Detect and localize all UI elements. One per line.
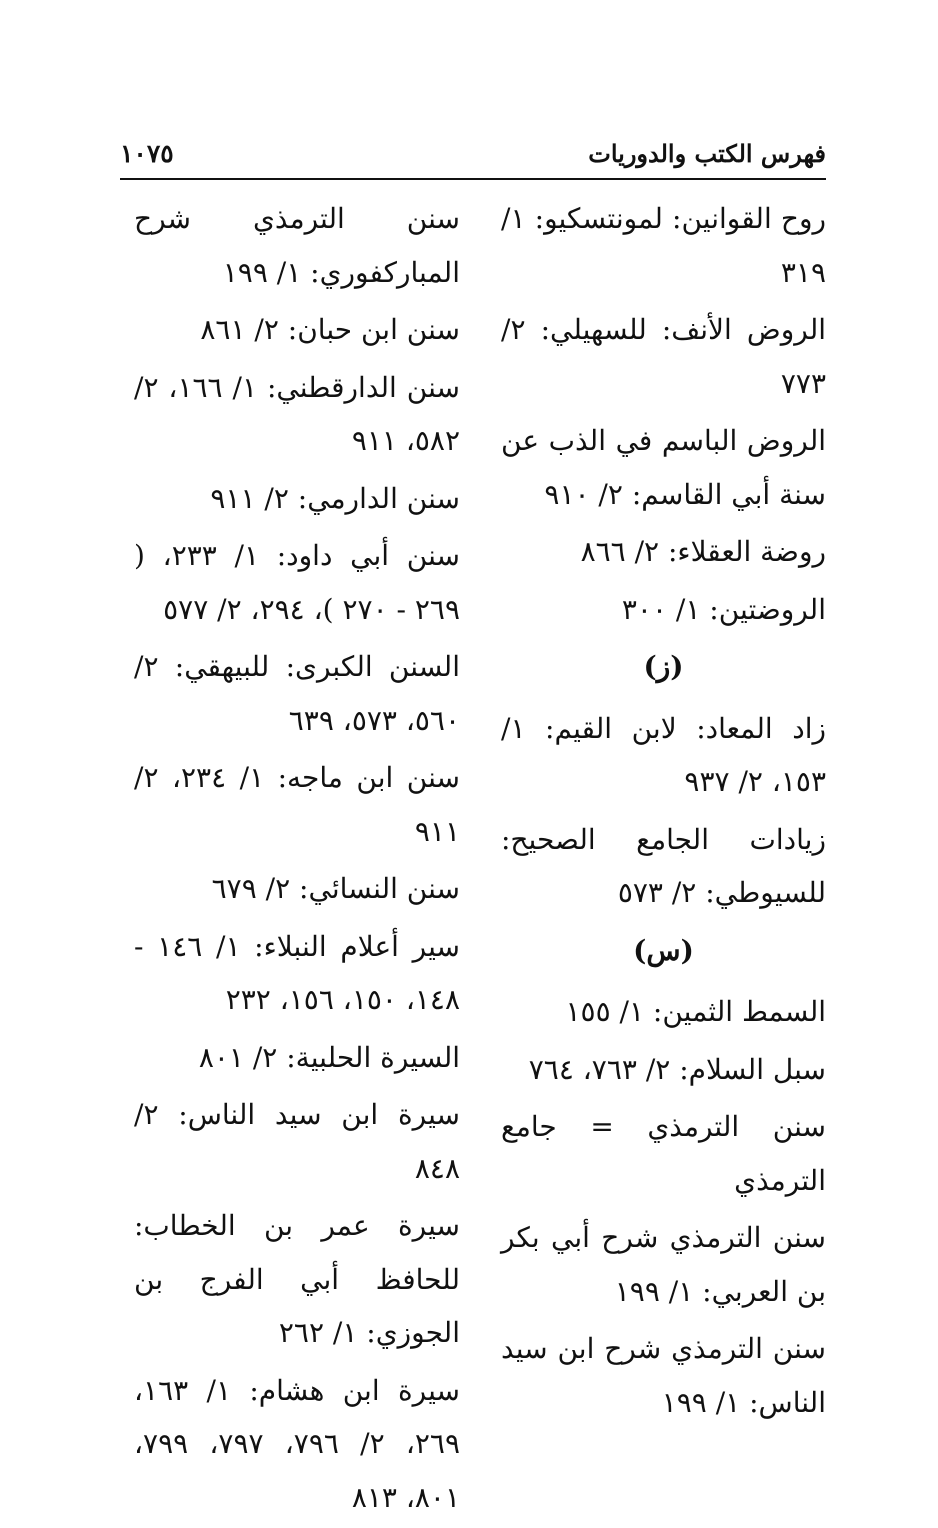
index-entry: سنن الترمذي = جامع الترمذي — [501, 1110, 826, 1197]
index-entry: سنن ابن ماجه: ١/ ٢٣٤، ٢/ ٩١١ — [134, 761, 460, 848]
index-entry: الروضتين: ١/ ٣٠٠ — [621, 592, 826, 626]
index-entry: سنن النسائي: ٢/ ٦٧٩ — [211, 872, 460, 905]
index-entry: سنن الدارقطني: ١/ ١٦٦، ٢/ ٥٨٢، ٩١١ — [134, 370, 460, 457]
index-entry: سنن الدارمي: ٢/ ٩١١ — [210, 481, 460, 515]
running-title: فهرس الكتب والدوريات — [588, 138, 826, 168]
index-entry: سنن ابن حبان: ٢/ ٨٦١ — [200, 313, 460, 346]
index-entry: زيادات الجامع الصحيح: للسيوطي: ٢/ ٥٧٣ — [501, 822, 826, 909]
index-entry: سنن أبي داود: ١/ ٢٣٣، ( ٢٦٩ - ٢٧٠ )، ٢٩٤، ٢/ ٥٧٧ — [134, 539, 460, 626]
section-letter-heading: (س) — [633, 933, 694, 967]
index-entry: سيرة ابن هشام: ١/ ١٦٣، ٢٦٩، ٢/ ٧٩٦، ٧٩٧، ٧٩٩، ٨٠١، ٨١٣ — [134, 1373, 460, 1514]
index-entry: السيرة الحلبية: ٢/ ٨٠١ — [198, 1040, 460, 1074]
index-entry: الروض الباسم في الذب عن سنة أبي القاسم: ٢/ ٩١٠ — [501, 424, 826, 511]
index-entry: سيرة عمر بن الخطاب: للحافظ أبي الفرج بن الجوزي: ١/ ٢٦٢ — [134, 1209, 460, 1349]
index-entry: روح القوانين: لمونتسكيو: ١/ ٣١٩ — [501, 202, 826, 289]
left-column — [134, 192, 460, 1528]
page-header — [120, 128, 826, 180]
index-entry: سير أعلام النبلاء: ١/ ١٤٦ - ١٤٨، ١٥٠، ١٥٦، ٢٣٢ — [134, 929, 460, 1016]
page-number: ١٠٧٥ — [120, 138, 174, 168]
index-entry: سنن الترمذي شرح المباركفوري: ١/ ١٩٩ — [134, 202, 460, 289]
index-entry: زاد المعاد: لابن القيم: ١/ ١٥٣، ٢/ ٩٣٧ — [501, 711, 826, 798]
section-letter-heading: (ز) — [643, 650, 684, 683]
index-entry: روضة العقلاء: ٢/ ٨٦٦ — [580, 535, 826, 568]
index-entry: سبل السلام: ٢/ ٧٦٣، ٧٦٤ — [528, 1052, 826, 1086]
index-entry: السنن الكبرى: للبيهقي: ٢/ ٥٦٠، ٥٧٣، ٦٣٩ — [134, 650, 460, 737]
right-column — [501, 192, 826, 1433]
index-entry: السمط الثمين: ١/ ١٥٥ — [565, 995, 826, 1028]
index-entry: سنن الترمذي شرح ابن سيد الناس: ١/ ١٩٩ — [501, 1332, 826, 1419]
index-entry: الروض الأنف: للسهيلي: ٢/ ٧٧٣ — [501, 313, 826, 400]
index-entry: سيرة ابن سيد الناس: ٢/ ٨٤٨ — [134, 1098, 460, 1185]
index-entry: سنن الترمذي شرح أبي بكر بن العربي: ١/ ١٩٩ — [501, 1221, 826, 1308]
